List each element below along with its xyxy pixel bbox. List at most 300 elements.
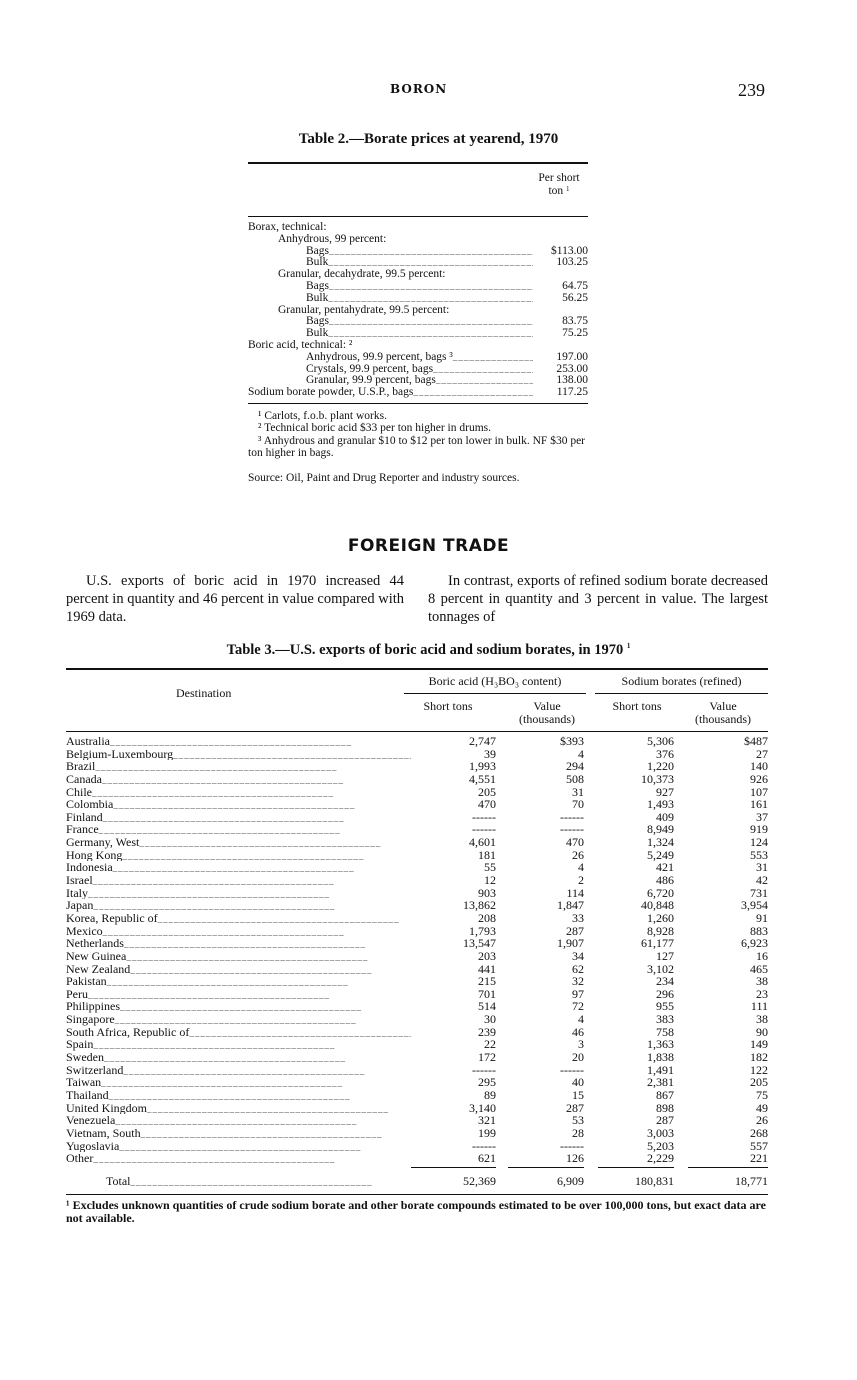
table-row [66,1152,768,1165]
sodium-value-cell: 27 [756,746,768,761]
table2-row-label [248,316,533,328]
boric-value-cell: 126 [566,1151,584,1166]
destination-name: Belgium-Luxembourg [66,747,174,761]
sum-rule-spacer [66,1165,411,1169]
boric-value-cell: ------ [560,1138,584,1153]
destination-name: Yugoslavia [66,1139,120,1153]
row-label-text: Crystals, 99.9 percent, bags [306,363,434,375]
sodium-value-cell: 465 [750,961,768,976]
boric-value-cell: 26 [572,847,584,862]
sodium-value-cell: 205 [750,1075,768,1090]
total-leader [131,1174,373,1188]
total-boric-tons: 52,369 [463,1173,496,1188]
dot-leader [103,925,345,938]
sodium-tons-cell: 127 [656,948,674,963]
destination-cell [66,1089,411,1102]
destination-name: Finland [66,810,103,824]
table2-row-label [248,375,533,387]
boric-tons-cell: 181 [478,847,496,862]
sodium-value-cell: 49 [756,1100,768,1115]
header-boric-value [502,700,592,726]
sodium-value-cell: 6,923 [741,936,768,951]
table2-source: Source: Oil, Paint and Drug Reporter and industry sources. [248,471,520,484]
destination-name: Taiwan [66,1076,102,1089]
running-title: BORON [390,82,448,96]
sodium-value-cell: 3,954 [741,898,768,913]
dot-leader [328,328,533,339]
destination-name: Indonesia [66,861,113,875]
boric-tons-cell: 701 [478,986,496,1001]
column-footnote-marker: 1 [566,185,570,193]
boric-tons-cell: ------ [472,1062,496,1077]
table2-row-label [248,328,533,340]
destination-cell [66,1013,411,1026]
row-label-text: Anhydrous, 99 percent: [278,233,387,245]
boric-value-cell: ------ [560,809,584,824]
table2-row [248,293,588,305]
table-row [66,836,768,849]
destination-cell [66,963,411,976]
table-row [66,1114,768,1127]
header-destination: Destination [176,686,232,700]
table3-title-text: Table 3.—U.S. exports of boric acid and sodium borates, in 1970 [226,642,624,658]
boric-tons-cell: 903 [478,885,496,900]
dot-leader [93,874,335,887]
sodium-value-cell: 37 [756,809,768,824]
dot-leader [102,773,344,786]
destination-name: Canada [66,772,102,786]
row-label-text: Borax, technical: [248,222,327,233]
table2-row-value: 64.75 [562,279,588,292]
dot-leader [329,246,533,257]
dot-leader [107,975,349,988]
boric-value-cell: 2 [578,873,584,888]
table3-total-row [66,1171,768,1191]
destination-name: Vietnam, South [66,1126,141,1140]
destination-name: New Zealand [66,962,131,976]
table2-row-label [248,293,533,305]
page-number: 239 [738,80,765,100]
sodium-value-cell: 90 [756,1024,768,1039]
dot-leader [141,1127,383,1140]
destination-name: Korea, Republic of [66,911,158,925]
boric-tons-cell: 13,547 [463,936,496,951]
row-label-text: Bulk [306,292,329,304]
destination-name: Peru [66,987,88,1001]
destination-cell [66,748,411,761]
dot-leader [147,1102,389,1115]
column-header-text: Per short ton [538,172,580,197]
total-label: Total [106,1173,131,1188]
table-row [66,950,768,963]
table-row [66,735,768,748]
sodium-value-cell: 75 [756,1087,768,1102]
boric-value-cell: 1,847 [557,898,584,913]
destination-name: Colombia [66,798,114,811]
dot-leader [139,836,381,849]
dot-leader [173,748,411,761]
table2 [248,162,588,484]
sodium-value-cell: 31 [756,860,768,875]
sodium-tons-cell: 1,363 [647,1037,674,1052]
sodium-value-cell: 149 [750,1037,768,1052]
table2-row-value: 117.25 [556,386,588,399]
destination-name: New Guinea [66,949,127,963]
dot-leader [113,798,355,811]
sodium-tons-cell: 1,491 [647,1062,674,1077]
boric-tons-cell: 514 [478,999,496,1014]
sum-rule [598,1167,674,1169]
boric-tons-cell: 441 [478,961,496,976]
dot-leader [453,352,533,363]
header-value-label: Value [533,699,561,713]
sodium-tons-cell: 3,102 [647,961,674,976]
table2-row-label [248,340,533,352]
dot-leader [115,1013,357,1026]
destination-cell [66,950,411,963]
header-value-label: Value [709,699,737,713]
table2-row-value [533,222,588,234]
sodium-tons-cell: 296 [656,986,674,1001]
destination-cell [66,1076,411,1089]
destination-name: Other [66,1152,94,1165]
boric-tons-cell: 239 [478,1024,496,1039]
sodium-value-cell: 122 [750,1062,768,1077]
sodium-value-cell: 38 [756,1012,768,1027]
destination-name: Chile [66,785,92,799]
boric-value-cell: 20 [572,1050,584,1065]
sodium-tons-cell: 955 [656,999,674,1014]
row-label-text: Anhydrous, 99.9 percent, bags ³ [306,351,453,363]
destination-cell [66,735,411,748]
boric-value-cell: 4 [578,746,584,761]
table2-row-value: 56.25 [562,291,588,304]
destination-cell [66,849,411,862]
sodium-tons-cell: 3,003 [647,1125,674,1140]
dot-leader [115,1114,357,1127]
dot-leader [103,811,345,824]
sodium-value-cell: 42 [756,873,768,888]
table2-row-label [248,234,533,246]
sodium-value-cell: 23 [756,986,768,1001]
table2-footnote: ² Technical boric acid $33 per ton higher in drums. [258,422,492,435]
dot-leader [120,1000,362,1013]
table-row [66,975,768,988]
table2-row-label [248,269,533,281]
boric-value-cell: 62 [572,961,584,976]
destination-name: Netherlands [66,937,124,950]
table3 [66,668,768,1225]
table2-title: Table 2.—Borate prices at yearend, 1970 [298,131,559,147]
dot-leader [113,861,355,874]
boric-tons-cell: 39 [484,746,496,761]
header-boric-acid: Boric acid (H₃BO₃ content) [428,674,562,688]
sodium-tons-cell: 927 [656,784,674,799]
row-label-text: Granular, decahydrate, 99.5 percent: [278,269,446,281]
destination-name: Israel [66,874,93,887]
sum-rule-spacer [674,1165,688,1169]
running-head [0,80,857,100]
destination-cell [66,1152,411,1165]
section-heading: FOREIGN TRADE [347,536,510,556]
destination-cell [66,786,411,799]
sodium-value-cell: 91 [756,910,768,925]
sodium-tons-cell: 8,928 [647,923,674,938]
boric-value-cell: 97 [572,986,584,1001]
destination-cell [66,1140,411,1153]
row-label-text: Boric acid, technical: ² [248,339,353,351]
sodium-tons-cell: 898 [656,1100,674,1115]
dot-leader [122,849,364,862]
destination-cell [66,1064,411,1077]
sodium-value-cell: 107 [750,784,768,799]
table2-row-value: 75.25 [562,327,588,340]
row-label-text: Sodium borate powder, U.S.P., bags [248,387,414,399]
sodium-value-cell: 26 [756,1113,768,1128]
boric-tons-cell: ------ [472,1138,496,1153]
header-boric-short-tons: Short tons [423,699,473,713]
boric-tons-cell: 30 [484,1012,496,1027]
table2-row-value [533,234,588,246]
table3-body [66,732,768,1165]
table-row [66,912,768,925]
boric-value-cell: 40 [572,1075,584,1090]
dot-leader [123,1064,365,1077]
boric-value-cell: ------ [560,822,584,837]
boric-value-cell: 294 [566,759,584,774]
header-value-unit: (thousands) [695,712,751,726]
destination-cell [66,874,411,887]
table2-row-value: 253.00 [556,362,588,375]
boric-value-cell: 287 [566,923,584,938]
header-span-rule-sodium [595,693,768,694]
table2-row-label [248,364,533,376]
destination-name: Mexico [66,924,103,938]
destination-name: Pakistan [66,975,107,988]
sodium-value-cell: 124 [750,835,768,850]
table2-footnote: ¹ Carlots, f.o.b. plant works. [258,409,387,422]
sodium-tons-cell: 867 [656,1087,674,1102]
boric-value-cell: 15 [572,1087,584,1102]
sodium-tons-cell: 5,203 [647,1138,674,1153]
sum-rule-spacer [496,1165,508,1169]
boric-value-cell: 34 [572,948,584,963]
header-sodium-short-tons: Short tons [612,699,662,713]
destination-name: Brazil [66,760,96,773]
sodium-value-cell: $487 [744,734,768,748]
destination-name: Italy [66,886,88,900]
sodium-value-cell: 161 [750,797,768,812]
sodium-tons-cell: 8,949 [647,822,674,837]
table2-row [248,234,588,246]
boric-tons-cell: 89 [484,1087,496,1102]
sum-rule [411,1167,496,1169]
boric-value-cell: $393 [560,734,584,748]
destination-name: United Kingdom [66,1101,147,1115]
table-row [66,874,768,887]
table2-row [248,222,588,234]
table2-row [248,387,588,399]
dot-leader [109,1089,351,1102]
dot-leader [189,1026,411,1039]
boric-value-cell: 28 [572,1125,584,1140]
dot-leader [93,1038,335,1051]
table2-row-label [248,246,533,258]
table2-row-value: 83.75 [562,315,588,328]
sodium-tons-cell: 5,249 [647,847,674,862]
sodium-value-cell: 16 [756,948,768,963]
table-row [66,937,768,950]
total-sodium-tons: 180,831 [635,1173,674,1188]
destination-name: Venezuela [66,1114,116,1127]
boric-tons-cell: 13,862 [463,898,496,913]
table2-row-value: 138.00 [556,374,588,387]
table2-row-label [248,281,533,293]
dot-leader [93,899,335,912]
boric-tons-cell: 3,140 [469,1100,496,1115]
sodium-value-cell: 883 [750,923,768,938]
table2-row-label [248,222,533,234]
table-row [66,773,768,786]
boric-tons-cell: 208 [478,910,496,925]
table2-footnotes [248,404,588,460]
table3-title-footnote: 1 [626,642,631,650]
boric-tons-cell: 205 [478,784,496,799]
table2-footnote: ³ Anhydrous and granular $10 to $12 per ton lower in bulk. NF $30 per ton higher in bags. [248,434,585,460]
boric-tons-cell: 295 [478,1075,496,1090]
table2-row [248,340,588,352]
dot-leader [88,887,330,900]
boric-tons-cell: 203 [478,948,496,963]
table3-footnote: ¹ Excludes unknown quantities of crude sodium borate and other borate compounds estimated to be over 100,000 tons, but exact data are not available. [66,1197,766,1225]
table2-row-value: $113.00 [551,244,588,257]
boric-tons-cell: 215 [478,974,496,989]
boric-tons-cell: 321 [478,1113,496,1128]
sodium-value-cell: 140 [750,759,768,774]
table2-row-value: 197.00 [556,350,588,363]
sodium-value-cell: 731 [750,885,768,900]
destination-name: Australia [66,735,110,748]
boric-value-cell: 470 [566,835,584,850]
table2-row [248,316,588,328]
table2-row [248,269,588,281]
destination-cell [66,925,411,938]
boric-value-cell: 31 [572,784,584,799]
boric-value-cell: 3 [578,1037,584,1052]
boric-tons-cell: 1,793 [469,923,496,938]
destination-cell [66,1051,411,1064]
dot-leader [95,760,337,773]
boric-value-cell: 70 [572,797,584,812]
paragraph-right: In contrast, exports of refined sodium borate decreased 8 percent in quantity and 3 percent in value. The largest tonnages of [428,573,768,625]
boric-value-cell: 72 [572,999,584,1014]
destination-cell [66,811,411,824]
table2-row [248,352,588,364]
destination-cell [66,1026,411,1039]
destination-cell [66,1038,411,1051]
table2-column-header [538,172,580,198]
destination-cell [66,937,411,950]
boric-value-cell: 33 [572,910,584,925]
destination-cell [66,798,411,811]
header-sodium-value [678,700,768,726]
sodium-value-cell: 221 [750,1151,768,1166]
destination-cell [66,1102,411,1115]
sum-rule [688,1167,768,1169]
sodium-tons-cell: 6,720 [647,885,674,900]
sodium-tons-cell: 376 [656,746,674,761]
boric-tons-cell: 55 [484,860,496,875]
sodium-tons-cell: 10,373 [641,771,674,786]
sodium-tons-cell: 383 [656,1012,674,1027]
header-span-rule-boric [404,693,586,694]
dot-leader [92,786,334,799]
sodium-value-cell: 111 [750,999,768,1014]
row-label-text: Granular, pentahydrate, 99.5 percent: [278,304,450,316]
table2-row [248,375,588,387]
boric-value-cell: 32 [572,974,584,989]
sodium-value-cell: 919 [750,822,768,837]
boric-value-cell: 53 [572,1113,584,1128]
dot-leader [88,988,330,1001]
destination-cell [66,1000,411,1013]
dot-leader [130,963,372,976]
table-row [66,1127,768,1140]
table2-body [248,217,588,403]
sodium-tons-cell: 234 [656,974,674,989]
sodium-value-cell: 268 [750,1125,768,1140]
table2-row [248,364,588,376]
boric-value-cell: 114 [566,885,584,900]
destination-name: Switzerland [66,1063,124,1077]
destination-cell [66,1114,411,1127]
boric-tons-cell: ------ [472,822,496,837]
sodium-tons-cell: 486 [656,873,674,888]
destination-name: Sweden [66,1051,104,1064]
sodium-tons-cell: 1,838 [647,1050,674,1065]
sodium-value-cell: 38 [756,974,768,989]
table2-row-label [248,352,533,364]
destination-name: Thailand [66,1088,109,1102]
boric-tons-cell: 1,993 [469,759,496,774]
sodium-tons-cell: 1,260 [647,910,674,925]
boric-value-cell: 508 [566,771,584,786]
boric-tons-cell: 4,601 [469,835,496,850]
table2-row [248,328,588,340]
table2-row-label [248,257,533,269]
destination-name: Japan [66,899,94,912]
dot-leader [119,1140,361,1153]
table2-row [248,246,588,258]
dot-leader [413,387,533,398]
destination-cell [66,912,411,925]
boric-tons-cell: 4,551 [469,771,496,786]
dot-leader [329,316,533,327]
paragraph-left: U.S. exports of boric acid in 1970 increased 44 percent in quantity and 46 percent in value compared with 1969 data. [66,573,404,625]
sum-rule [508,1167,584,1169]
dot-leader [126,950,368,963]
dot-leader [328,293,533,304]
table2-row-label [248,387,533,399]
destination-cell [66,861,411,874]
total-sodium-value: 18,771 [735,1173,768,1188]
dot-leader [436,375,533,386]
destination-cell [66,760,411,773]
sodium-tons-cell: 409 [656,809,674,824]
destination-cell [66,975,411,988]
dot-leader [328,257,533,268]
sodium-value-cell: 926 [750,771,768,786]
